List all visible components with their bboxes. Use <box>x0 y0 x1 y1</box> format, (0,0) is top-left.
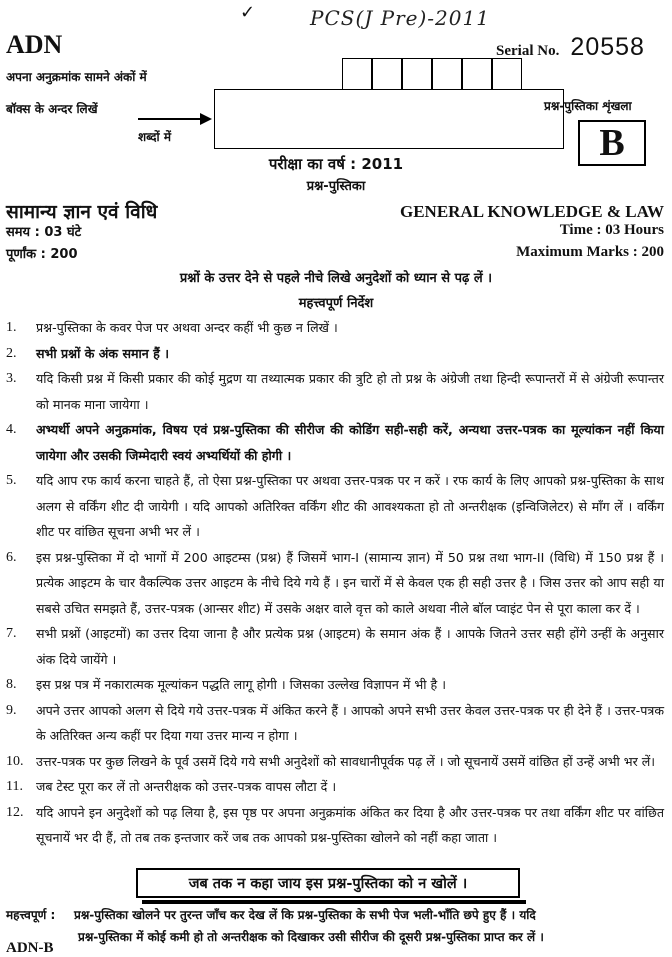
words-label: शब्दों में <box>138 130 171 144</box>
handwritten-note: PCS(J Pre)-2011 <box>310 6 490 30</box>
marks-english: Maximum Marks : 200 <box>516 244 664 260</box>
serial-label: Serial No. <box>496 43 560 59</box>
exam-year: परीक्षा का वर्ष : 2011 <box>268 155 404 173</box>
digit-box[interactable] <box>372 58 402 90</box>
digit-box[interactable] <box>402 58 432 90</box>
instruction-item: 10. उत्तर-पत्रक पर कुछ लिखने के पूर्व उसमें दिये गये सभी अनुदेशों को सावधानीपूर्वक पढ़ लें । जो सूचनायें उसमें वांछित हों उन्हें अभी भर लें। <box>6 753 656 769</box>
instruction-item: 2. सभी प्रश्नों के अंक समान हैं । <box>6 345 169 361</box>
instruction-item: 5. यदि आप रफ कार्य करना चाहते हैं, तो ऐसा प्रश्न-पुस्तिका पर अथवा उत्तर-पत्रक पर न करें । रफ कार्य के लिए आपको प्रश्न-पुस्तिका के साथ अलग से वर्किंग शीट दी जायेगी । यदि आपको अतिरिक्त वर्किंग शीट की आवश्यकता हो तो अन्तरीक्षक (इन्विजिलेटर) से माँग लें । वर्किंग शीट पर वांछित सूचना अभी भर लें । <box>6 473 664 539</box>
instruction-item: 11. जब टेस्ट पूरा कर लें तो अन्तरीक्षक को उत्तर-पत्रक वापस लौटा दें । <box>6 779 337 794</box>
booklet-code: ADN <box>6 30 63 59</box>
instruction-item: 8. इस प्रश्न पत्र में नकारात्मक मूल्यांकन पद्धति लागू होगी । जिसका उल्लेख विज्ञापन में भी है । <box>6 677 446 692</box>
roll-number-label-2: बॉक्स के अन्दर लिखें <box>6 102 98 116</box>
digit-box[interactable] <box>342 58 372 90</box>
subject-english: GENERAL KNOWLEDGE & LAW <box>399 202 664 221</box>
footer-code: ADN-B <box>6 940 54 956</box>
tick-mark: ✓ <box>240 2 256 23</box>
roll-number-label-1: अपना अनुक्रमांक सामने अंकों में <box>6 70 147 84</box>
roll-number-words-box[interactable] <box>214 89 564 149</box>
instructions-heading: महत्त्वपूर्ण निर्देश <box>298 296 374 311</box>
series-label: प्रश्न-पुस्तिका शृंखला <box>544 99 632 113</box>
digit-box[interactable] <box>432 58 462 90</box>
note-label: महत्त्वपूर्ण : <box>6 908 56 922</box>
important-note <box>6 904 664 948</box>
series-value: B <box>599 122 625 164</box>
serial-value: 20558 <box>570 33 645 61</box>
time-hindi: समय : 03 घंटे <box>6 225 82 240</box>
instruction-item: 7. सभी प्रश्नों (आइटमों) का उत्तर दिया जाना है और प्रत्येक प्रश्न (आइटम) के समान अंक हैं । आपके जितने उत्तर सही होंगे उन्हीं के अनुसार अंक दिये जायेंगे । <box>6 626 664 667</box>
instruction-item: 12. यदि आपने इन अनुदेशों को पढ़ लिया है, इस पृष्ठ पर अपना अनुक्रमांक अंकित कर दिया है और उत्तर-पत्रक पर तथा वर्किंग शीट पर वांछित सूचनायें भर दी हैं, तो तब तक इन्तजार करें जब तक आपको प्रश्न-पुस्तिका खोलने को नहीं कहा जाता । <box>6 804 664 845</box>
instructions-list <box>0 315 664 851</box>
digit-box[interactable] <box>492 58 522 90</box>
instruction-item: 6. इस प्रश्न-पुस्तिका में दो भागों में 200 आइटम्स (प्रश्न) हैं जिसमें भाग-I (सामान्य ज्ञान) में 50 प्रश्न तथा भाग-II (विधि) में 150 प्रश्न हैं । प्रत्येक आइटम के चार वैकल्पिक उत्तर आइटम के नीचे दिये गये हैं । इन चारों में से केवल एक ही सही उत्तर है । जिस उत्तर को आप सही या सबसे उचित समझते हैं, उत्तर-पत्रक (आन्सर शीट) में उसके अक्षर वाले वृत्त को काले अथवा नीले बॉल प्वाइंट पेन से पूरा काला कर दें । <box>6 549 664 616</box>
do-not-open-notice <box>136 868 520 898</box>
instruction-item: 4. अभ्यर्थी अपने अनुक्रमांक, विषय एवं प्रश्न-पुस्तिका की सीरीज की कोडिंग सही-सही करें, अन्यथा उत्तर-पत्रक का मूल्यांकन नहीं किया जायेगा और उसकी जिम्मेदारी स्वयं अभ्यर्थियों की होगी । <box>6 422 664 463</box>
time-english: Time : 03 Hours <box>559 222 664 238</box>
note-line-2: प्रश्न-पुस्तिका में कोई कमी हो तो अन्तरीक्षक को दिखाकर उसी सीरीज की दूसरी प्रश्न-पुस्तिका प्राप्त कर लें । <box>78 930 544 944</box>
instruction-item: 3. यदि किसी प्रश्न में किसी प्रकार की कोई मुद्रण या तथ्यात्मक प्रकार की त्रुटि हो तो प्रश्न के अंग्रेजी तथा हिन्दी रूपान्तरों में से अंग्रेजी रूपान्तर को मानक माना जायेगा । <box>6 371 664 412</box>
digit-box[interactable] <box>462 58 492 90</box>
marks-hindi: पूर्णांक : 200 <box>6 247 78 262</box>
instruction-item: 9. अपने उत्तर आपको अलग से दिये गये उत्तर-पत्रक में अंकित करने हैं । आपको अपने सभी उत्तर केवल उत्तर-पत्रक पर ही देने हैं । उत्तर-पत्रक के अतिरिक्त अन्य कहीं पर दिया गया उत्तर मान्य न होगा । <box>6 702 664 743</box>
read-instruction: प्रश्नों के उत्तर देने से पहले नीचे लिखे अनुदेशों को ध्यान से पढ़ लें । <box>179 271 493 286</box>
instruction-item: 1. प्रश्न-पुस्तिका के कवर पेज पर अथवा अन्दर कहीं भी कुछ न लिखें । <box>6 320 338 335</box>
note-line-1: प्रश्न-पुस्तिका खोलने पर तुरन्त जाँच कर देख लें कि प्रश्न-पुस्तिका के सभी पेज भली-भाँति छपे हुए हैं । यदि <box>74 908 536 922</box>
booklet-type: प्रश्न-पुस्तिका <box>306 179 366 194</box>
subject-hindi: सामान्य ज्ञान एवं विधि <box>6 201 158 223</box>
arrow-right-icon <box>136 112 212 126</box>
notice-text: जब तक न कहा जाय इस प्रश्न-पुस्तिका को न खोलें । <box>188 876 468 892</box>
